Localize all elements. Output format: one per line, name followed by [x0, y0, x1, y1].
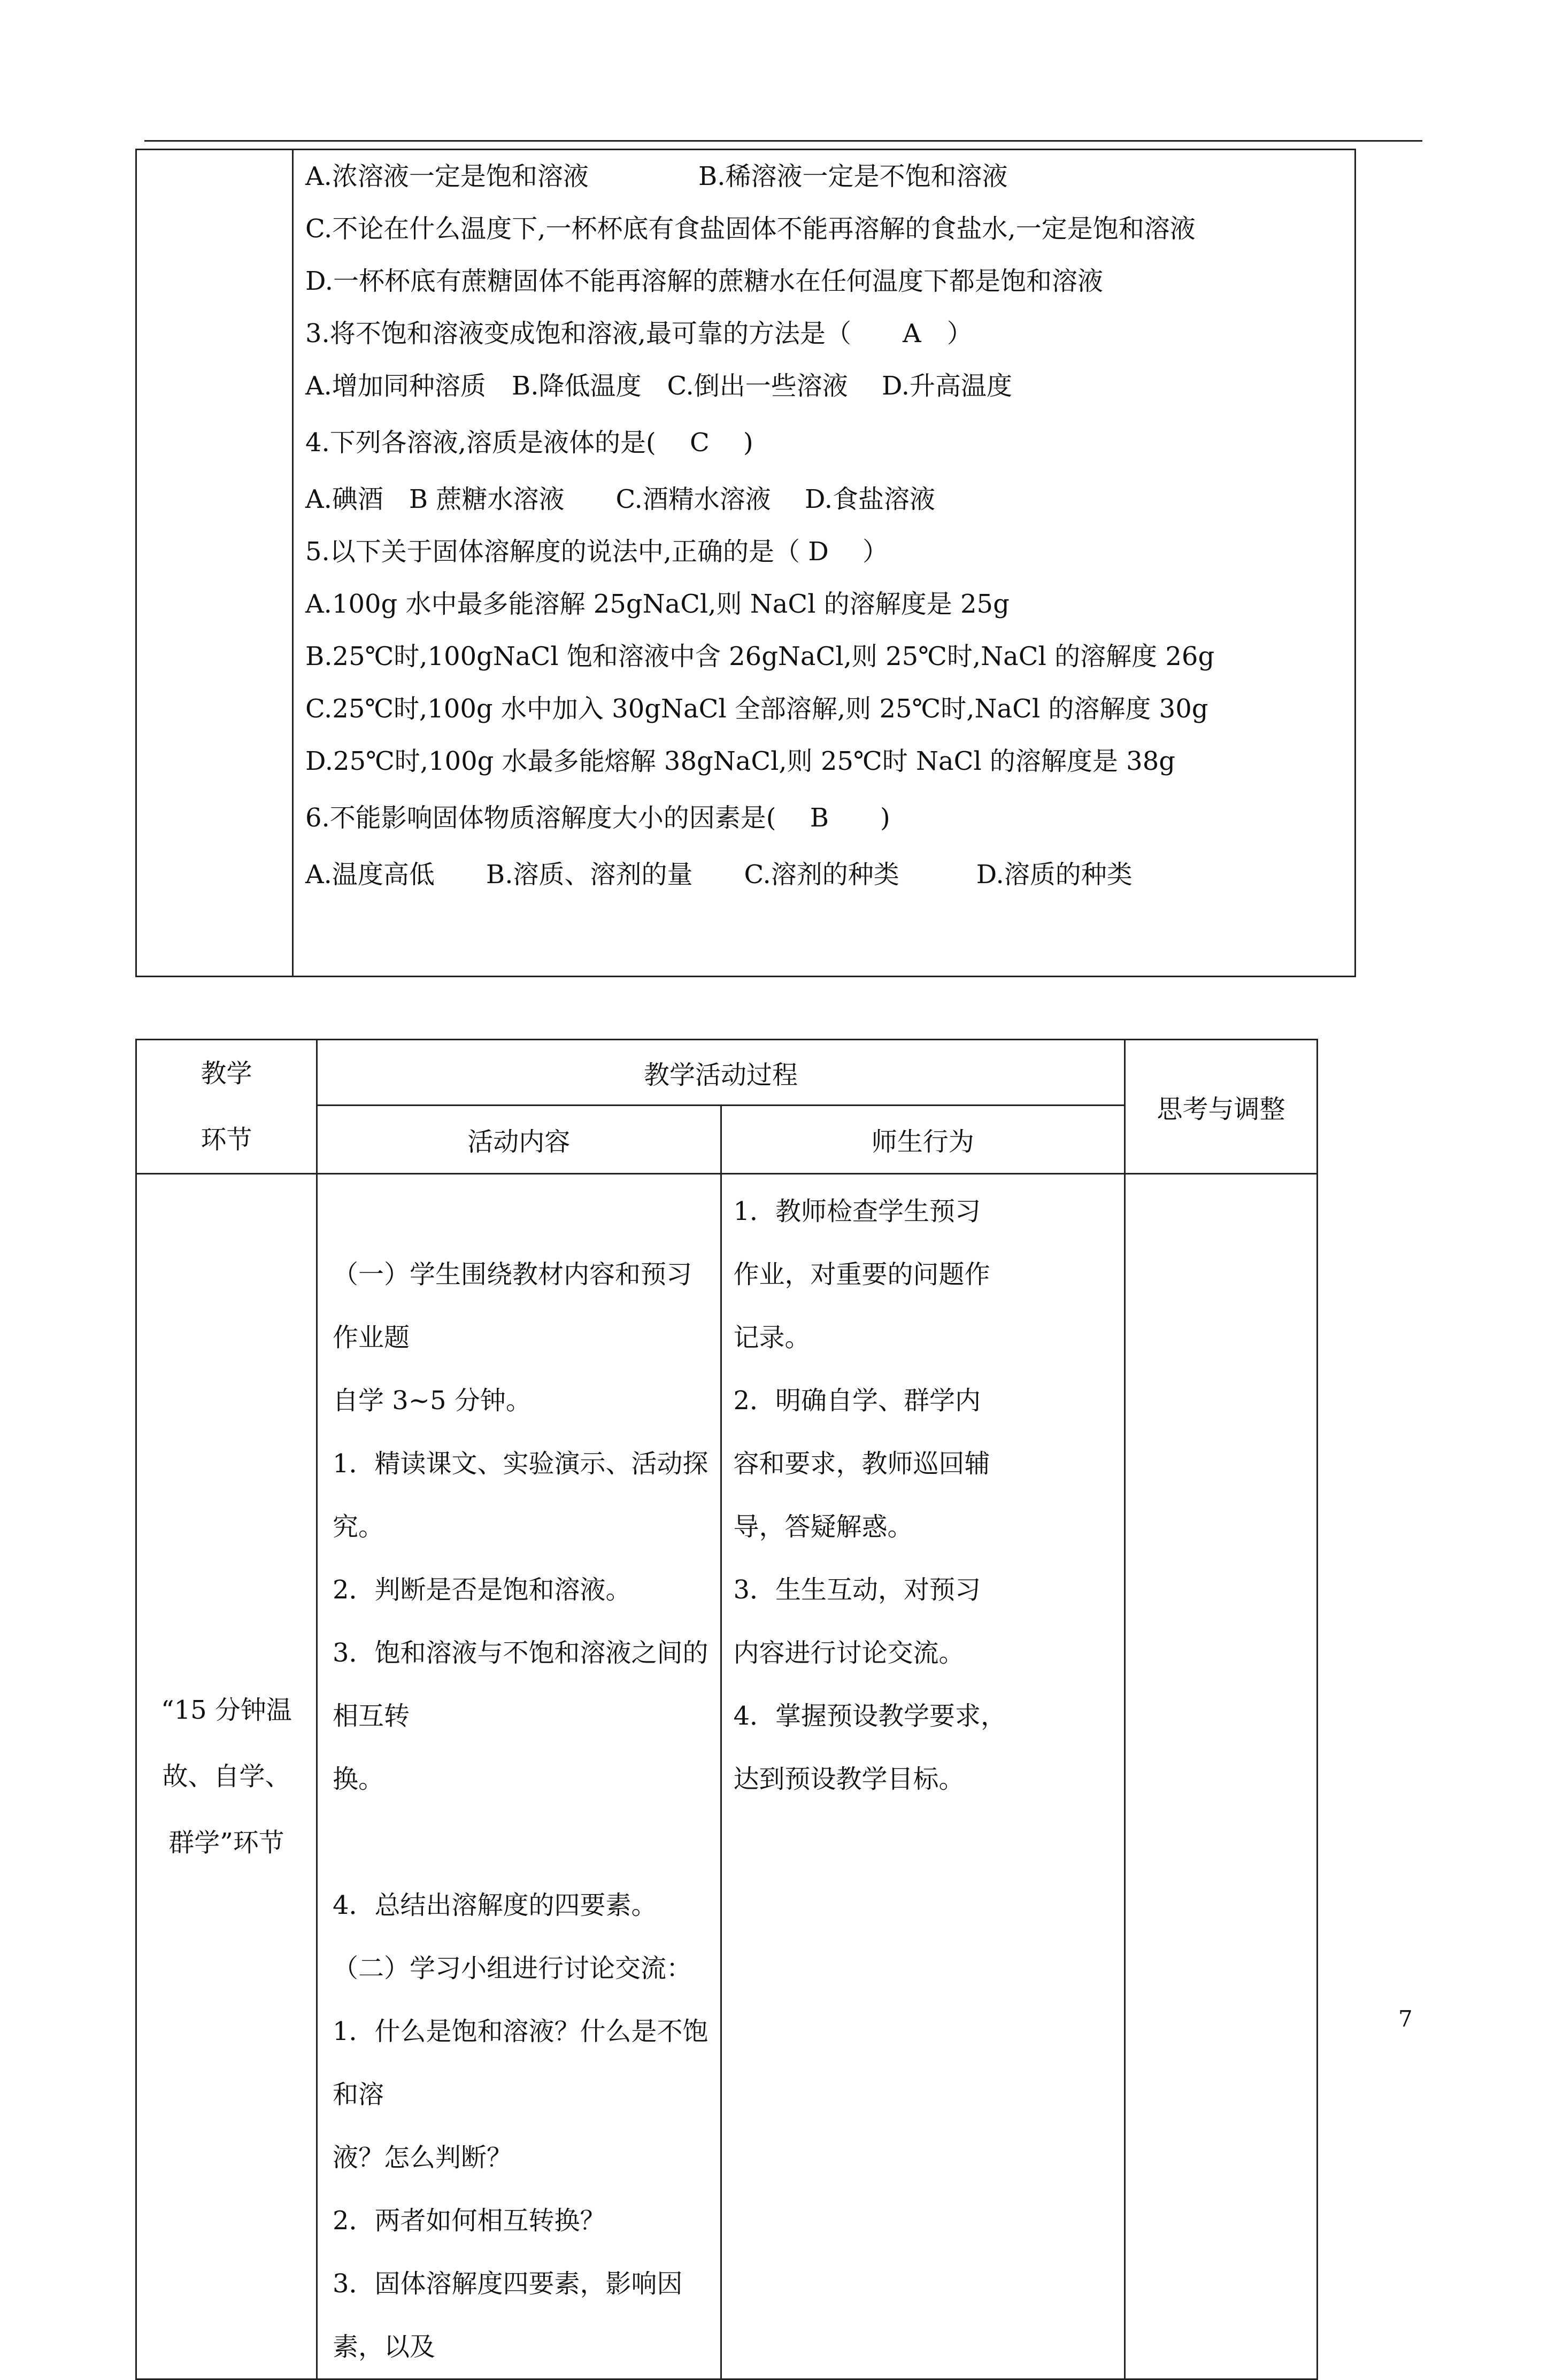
question-5-option-c: C.25℃时,100g 水中加入 30gNaCl 全部溶解,则 25℃时,NaCl 的溶解度 30g [305, 694, 1208, 724]
stage-cell [136, 1174, 317, 2379]
stage-line: “15 分钟温 [161, 1695, 292, 1725]
option-b: B.稀溶液一定是不饱和溶液 [698, 161, 1008, 191]
behavior-line: 记录。 [733, 1323, 811, 1353]
question-line [305, 150, 1354, 203]
option-a: A.浓溶液一定是饱和溶液 [305, 161, 589, 191]
question-6: 6.不能影响固体物质溶解度大小的因素是( B ) [305, 803, 890, 833]
question-3: 3.将不饱和溶液变成饱和溶液,最可靠的方法是（ A ） [305, 319, 973, 349]
content-cell [317, 1174, 721, 2379]
content-line: 换。 [333, 1764, 384, 1794]
content-line: （一）学生围绕教材内容和预习作业题 [333, 1259, 692, 1353]
question-table-right-cell [293, 150, 1356, 977]
behavior-line: 容和要求，教师巡回辅 [733, 1449, 990, 1479]
behavior-cell [721, 1174, 1125, 2379]
content-line: （二）学习小组进行讨论交流： [333, 1953, 692, 1983]
activity-table [135, 1039, 1318, 2380]
reflection-cell [1125, 1174, 1318, 2379]
question-4-options: A.碘酒 B 蔗糖水溶液 C.酒精水溶液 D.食盐溶液 [305, 484, 936, 514]
content-line: 3．饱和溶液与不饱和溶液之间的相互转 [333, 1638, 708, 1731]
behavior-line: 达到预设教学目标。 [733, 1764, 965, 1794]
stage-header [136, 1040, 317, 1174]
question-4: 4.下列各溶液,溶质是液体的是( C ) [305, 428, 753, 458]
question-5-option-b: B.25℃时,100gNaCl 饱和溶液中含 26gNaCl,则 25℃时,NaCl 的溶解度 26g [305, 642, 1215, 671]
page-number: 7 [1398, 2006, 1413, 2032]
question-5-option-d: D.25℃时,100g 水最多能熔解 38gNaCl,则 25℃时 NaCl 的溶解度是 38g [305, 746, 1175, 776]
content-line: 3．固体溶解度四要素，影响因素，以及 [333, 2269, 683, 2362]
question-line: D.一杯杯底有蔗糖固体不能再溶解的蔗糖水在任何温度下都是饱和溶液 [305, 266, 1104, 296]
behavior-line: 2．明确自学、群学内 [733, 1386, 981, 1416]
reflection-header: 思考与调整 [1125, 1040, 1318, 1174]
question-table-left-cell [136, 150, 293, 977]
stage-header-line1: 教学 [201, 1058, 252, 1088]
content-line: 自学 3~5 分钟。 [333, 1386, 532, 1416]
content-line: 1．精读课文、实验演示、活动探究。 [333, 1449, 708, 1542]
question-5-option-a: A.100g 水中最多能溶解 25gNaCl,则 NaCl 的溶解度是 25g [305, 589, 1010, 619]
question-6-options: A.温度高低 B.溶质、溶剂的量 C.溶剂的种类 D.溶质的种类 [305, 860, 1133, 890]
header-rule [144, 140, 1422, 142]
behavior-line: 4．掌握预设教学要求， [733, 1701, 1007, 1731]
content-line: 1．什么是饱和溶液？什么是不饱和溶 [333, 2016, 708, 2109]
content-header: 活动内容 [317, 1106, 721, 1174]
process-header: 教学活动过程 [317, 1040, 1125, 1106]
question-table [135, 149, 1356, 977]
stage-line: 故、自学、 [162, 1761, 291, 1791]
behavior-line: 导，答疑解惑。 [733, 1512, 913, 1542]
question-line: C.不论在什么温度下,一杯杯底有食盐固体不能再溶解的食盐水,一定是饱和溶液 [305, 214, 1196, 244]
content-line: 4．总结出溶解度的四要素。 [333, 1890, 657, 1920]
stage-header-line2: 环节 [201, 1125, 252, 1155]
content-line: 2．判断是否是饱和溶液。 [333, 1575, 631, 1605]
behavior-line: 作业，对重要的问题作 [733, 1259, 990, 1289]
question-3-options: A.增加同种溶质 B.降低温度 C.倒出一些溶液 D.升高温度 [305, 371, 1013, 401]
behavior-line: 1．教师检查学生预习 [733, 1196, 981, 1226]
stage-line: 群学”环节 [168, 1828, 284, 1858]
content-line: 液？怎么判断？ [333, 2143, 513, 2173]
behavior-line: 内容进行讨论交流。 [733, 1638, 965, 1668]
behavior-line: 3．生生互动，对预习 [733, 1575, 981, 1605]
behavior-header: 师生行为 [721, 1106, 1125, 1174]
content-line: 2．两者如何相互转换？ [333, 2206, 606, 2236]
question-5: 5.以下关于固体溶解度的说法中,正确的是（ D ） [305, 537, 889, 567]
